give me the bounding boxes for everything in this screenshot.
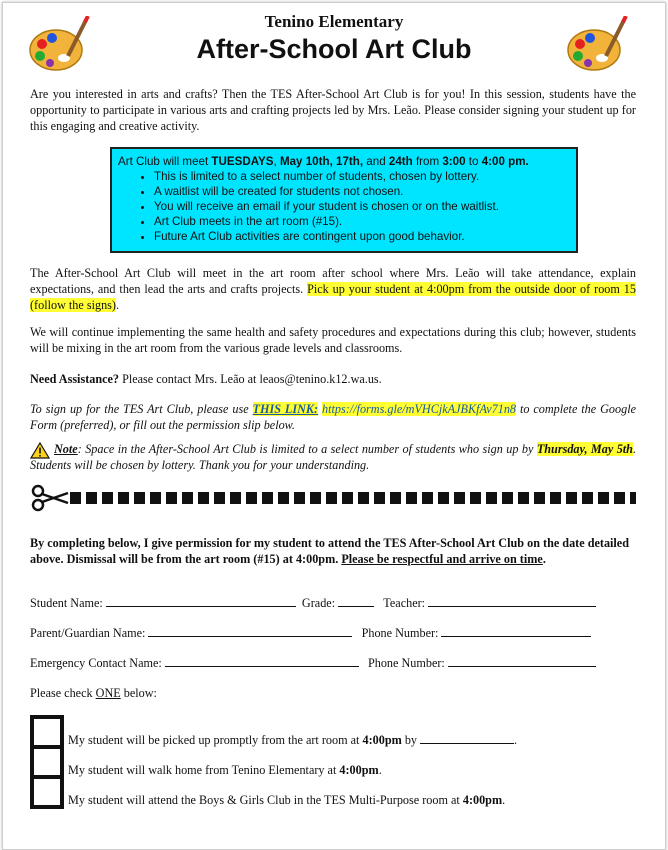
pickup-by-field[interactable] — [420, 733, 514, 744]
emergency-phone-field[interactable] — [448, 656, 596, 667]
parent-name-field[interactable] — [148, 626, 352, 637]
emergency-name-field[interactable] — [165, 656, 359, 667]
grade-field[interactable] — [338, 596, 374, 607]
parent-row: Parent/Guardian Name: Phone Number: — [30, 626, 591, 641]
deadline-highlight: Thursday, May 5th — [536, 442, 633, 456]
pickup-paragraph: The After-School Art Club will meet in the art room after school where Mrs. Leão will take attendance, explain expectations, and then lead the arts and crafts projects. Pick up your student at 4:00pm from the outside door of room 15 (follow the signs). — [30, 266, 636, 312]
info-bullets — [138, 169, 499, 244]
checkbox-group — [30, 715, 64, 811]
check-instruction: Please check ONE below: — [30, 686, 157, 700]
option-boys-girls-club: My student will attend the Boys & Girls Club in the TES Multi-Purpose room at 4:00pm. — [68, 793, 506, 807]
permission-statement: By completing below, I give permission for my student to attend the TES After-School Art Club on the date detailed above. Dismissal will be from the art room (#15) at 4:00pm. Please be respectful and arrive on time. — [30, 536, 629, 566]
scissors-icon — [30, 484, 70, 512]
emergency-row: Emergency Contact Name: Phone Number: — [30, 656, 596, 671]
list-item: • Future Art Club activities are contingent upon good behavior. — [154, 229, 499, 244]
note-paragraph: Note: Space in the After-School Art Club is limited to a select number of students who sign up by Thursday, May 5th. Students will be chosen by lottery. Thank you for your understanding. — [30, 442, 637, 472]
pickup-checkbox[interactable] — [30, 715, 64, 749]
school-name: Tenino Elementary — [264, 12, 404, 31]
student-row: Student Name: Grade: Teacher: — [30, 596, 596, 611]
list-item: • A waitlist will be created for students not chosen. — [154, 184, 499, 199]
meeting-schedule: Art Club will meet TUESDAYS, May 10th, 17th, and 24th from 3:00 to 4:00 pm. — [118, 155, 529, 168]
parent-phone-field[interactable] — [441, 626, 591, 637]
page-title: After-School Art Club — [196, 34, 472, 64]
signup-link-label[interactable]: THIS LINK: — [252, 402, 319, 416]
student-name-field[interactable] — [106, 596, 296, 607]
pickup-highlight: Pick up your student at 4:00pm from the outside door of room 15 (follow the signs) — [30, 282, 636, 312]
walk-home-checkbox[interactable] — [30, 745, 64, 779]
assistance-line: Need Assistance? Please contact Mrs. Leão at leaos@tenino.k12.wa.us. — [30, 372, 382, 386]
teacher-field[interactable] — [428, 596, 596, 607]
option-pickup: My student will be picked up promptly from the art room at 4:00pm by . — [68, 733, 518, 747]
list-item: • You will receive an email if your student is chosen or on the waitlist. — [154, 199, 499, 214]
list-item: • This is limited to a select number of students, chosen by lottery. — [154, 169, 499, 184]
signup-paragraph: To sign up for the TES Art Club, please use THIS LINK: https://forms.gle/mVHCjkAJBKfAv71n8 to complete the Google Form (preferred), or fill out the permission slip below. — [30, 402, 636, 432]
signup-link-url[interactable]: https://forms.gle/mVHCjkAJBKfAv71n8 — [322, 402, 517, 416]
procedures-paragraph: We will continue implementing the same health and safety procedures and expectations during this club; however, students will be mixing in the art room from the various grade levels and classrooms. — [30, 325, 636, 355]
cut-line — [70, 492, 636, 504]
list-item: • Art Club meets in the art room (#15). — [154, 214, 499, 229]
meeting-info-box — [110, 147, 578, 253]
boys-girls-club-checkbox[interactable] — [30, 775, 64, 809]
option-walk-home: My student will walk home from Tenino Elementary at 4:00pm. — [68, 763, 382, 777]
intro-paragraph: Are you interested in arts and crafts? Then the TES After-School Art Club is for you! In this session, students have the opportunity to participate in various arts and crafting projects led by Mrs. Leão. Please consider signing your student up for this engaging and creative activity. — [30, 87, 636, 133]
